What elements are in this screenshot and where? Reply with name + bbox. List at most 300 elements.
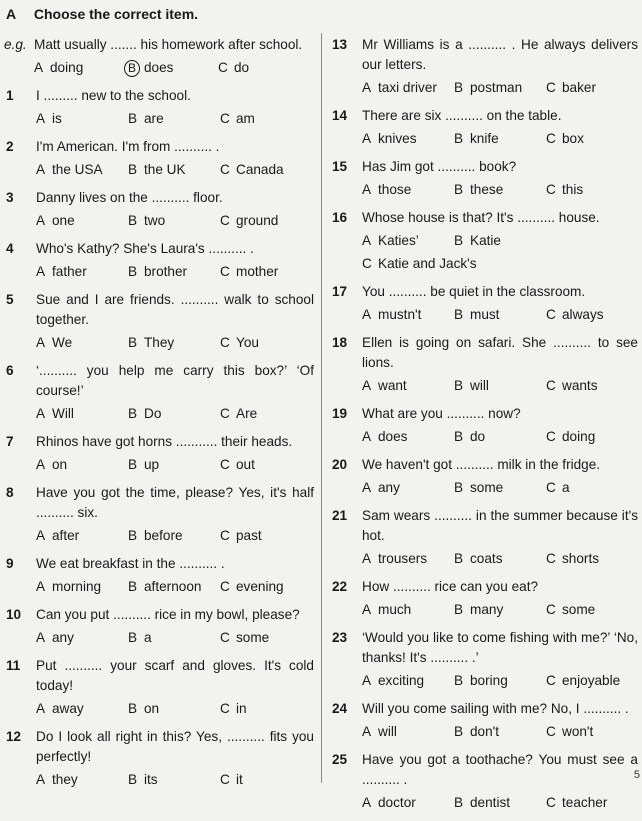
option-letter: A (362, 429, 372, 444)
answer-option-c[interactable] (220, 699, 247, 719)
option-letter: C (220, 528, 230, 543)
option-text: before (144, 528, 183, 543)
answer-option-a[interactable] (362, 600, 454, 620)
answer-option-b[interactable] (454, 549, 546, 569)
option-text: are (144, 111, 164, 126)
question-item (330, 333, 638, 396)
question-stem: You .......... be quiet in the classroom. (362, 284, 586, 299)
answer-options (362, 793, 638, 813)
option-letter: B (454, 551, 464, 566)
question-stem: Whose house is that? It's .......... house. (362, 210, 600, 225)
option-text: coats (470, 551, 503, 566)
answer-option-c[interactable] (546, 671, 620, 691)
answer-option-b[interactable] (128, 109, 220, 129)
option-text: brother (144, 264, 188, 279)
answer-option-c[interactable] (546, 376, 598, 396)
question-stem: Put .......... your scarf and gloves. It's cold today! (36, 658, 314, 693)
question-number: 9 (6, 556, 14, 571)
option-text: these (470, 182, 504, 197)
option-letter: B (454, 795, 464, 810)
answer-options (36, 262, 314, 282)
question-stem: We eat breakfast in the .......... . (36, 556, 225, 571)
answer-option-c[interactable] (362, 254, 477, 274)
answer-option-a[interactable] (362, 376, 454, 396)
answer-option-a[interactable] (36, 699, 128, 719)
answer-options (362, 129, 638, 149)
answer-options (362, 478, 638, 498)
answer-options (362, 600, 638, 620)
option-letter: C (220, 772, 230, 787)
answer-option-b[interactable] (128, 404, 220, 424)
option-text: many (470, 602, 504, 617)
answer-options (362, 671, 638, 691)
option-letter: B (454, 480, 464, 495)
answer-option-b[interactable] (128, 770, 220, 790)
option-text: evening (236, 579, 284, 594)
option-letter: C (546, 724, 556, 739)
option-text: You (236, 335, 259, 350)
option-text: doing (562, 429, 596, 444)
answer-option-a[interactable] (36, 211, 128, 231)
option-text: Are (236, 406, 258, 421)
option-letter: B (128, 701, 138, 716)
question-stem: I'm American. I'm from .......... . (36, 139, 220, 154)
option-letter: C (546, 602, 556, 617)
option-text: taxi driver (378, 80, 437, 95)
option-text: on (52, 457, 68, 472)
option-letter: B (128, 772, 138, 787)
option-letter: A (36, 457, 46, 472)
question-item (4, 605, 314, 648)
option-text: ground (236, 213, 279, 228)
answer-option-a[interactable] (362, 231, 454, 251)
answer-option-c[interactable] (220, 404, 257, 424)
option-text: won't (562, 724, 594, 739)
answer-option-b[interactable] (128, 262, 220, 282)
option-letter: C (220, 406, 230, 421)
option-letter: A (36, 528, 46, 543)
question-number: 3 (6, 190, 14, 205)
option-letter: A (36, 630, 46, 645)
question-item (4, 86, 314, 129)
answer-option-c[interactable] (220, 455, 255, 475)
question-stem: Have you got the time, please? Yes, it's half .......... six. (36, 485, 314, 520)
answer-option-b[interactable] (128, 211, 220, 231)
option-letter: C (220, 162, 230, 177)
question-item (4, 188, 314, 231)
option-letter: B (454, 307, 464, 322)
answer-option-b[interactable] (454, 129, 546, 149)
option-text: teacher (562, 795, 608, 810)
answer-option-a[interactable] (362, 793, 454, 813)
option-text: a (562, 480, 570, 495)
answer-option-a[interactable] (362, 78, 454, 98)
answer-option-c[interactable] (546, 180, 583, 200)
question-item (4, 483, 314, 546)
question-number: 16 (332, 210, 348, 225)
option-letter: A (362, 724, 372, 739)
option-text: Katie and Jack's (378, 256, 477, 271)
option-letter: A (36, 406, 46, 421)
answer-options (362, 305, 638, 325)
option-letter: B (128, 406, 138, 421)
option-text: after (52, 528, 80, 543)
answer-option-c[interactable] (220, 577, 284, 597)
option-letter: C (546, 378, 556, 393)
answer-option-c[interactable] (220, 770, 243, 790)
question-item (4, 727, 314, 790)
option-text: do (470, 429, 486, 444)
option-text: some (562, 602, 596, 617)
option-letter: B (128, 264, 138, 279)
answer-option-a[interactable] (36, 160, 128, 180)
answer-options (36, 628, 314, 648)
option-text: knife (470, 131, 499, 146)
answer-option-c[interactable] (220, 160, 284, 180)
option-letter: B (454, 429, 464, 444)
question-stem: How .......... rice can you eat? (362, 579, 539, 594)
answer-option-a[interactable] (36, 628, 128, 648)
option-text: does (144, 60, 174, 75)
option-text: boring (470, 673, 508, 688)
answer-option-c[interactable] (546, 793, 607, 813)
question-item (330, 628, 638, 691)
option-letter: A (36, 701, 46, 716)
option-letter: A (362, 80, 372, 95)
option-text: mother (236, 264, 279, 279)
answer-option-c[interactable] (220, 262, 278, 282)
question-stem: I ......... new to the school. (36, 88, 191, 103)
question-number: 21 (332, 508, 348, 523)
option-letter: C (546, 795, 556, 810)
option-letter: A (36, 772, 46, 787)
answer-option-c[interactable] (218, 58, 249, 78)
answer-option-c[interactable] (546, 478, 570, 498)
answer-option-c[interactable] (220, 333, 259, 353)
option-text: mustn't (378, 307, 422, 322)
answer-option-b[interactable] (454, 231, 546, 251)
question-item (4, 432, 314, 475)
question-item (330, 35, 638, 98)
option-text: those (378, 182, 412, 197)
option-text: the USA (52, 162, 103, 177)
option-text: its (144, 772, 158, 787)
answer-option-a[interactable] (36, 455, 128, 475)
option-letter: A (362, 182, 372, 197)
option-text: must (470, 307, 500, 322)
answer-option-b[interactable] (454, 793, 546, 813)
option-letter: B (128, 213, 138, 228)
answer-option-a[interactable] (36, 526, 128, 546)
option-text: will (378, 724, 397, 739)
answer-option-b[interactable] (128, 333, 220, 353)
answer-options (36, 333, 314, 353)
option-letter: B (454, 724, 464, 739)
question-number: 24 (332, 701, 348, 716)
question-item (330, 404, 638, 447)
answer-option-b[interactable] (128, 577, 220, 597)
answer-option-b[interactable] (454, 180, 546, 200)
option-letter: A (36, 111, 46, 126)
option-text: this (562, 182, 584, 197)
option-letter: C (546, 182, 556, 197)
answer-option-a[interactable] (362, 671, 454, 691)
option-letter: A (36, 335, 46, 350)
question-number: 14 (332, 108, 348, 123)
answer-options (362, 722, 638, 742)
option-text: Katies’ (378, 233, 419, 248)
option-letter: C (546, 429, 556, 444)
question-number: 2 (6, 139, 14, 154)
answer-options (362, 78, 638, 98)
option-letter: B (128, 579, 138, 594)
answer-option-b[interactable] (454, 427, 546, 447)
option-text: enjoyable (562, 673, 621, 688)
question-stem: Mr Williams is a .......... . He always delivers our letters. (362, 37, 638, 72)
question-item (330, 106, 638, 149)
answer-option-a[interactable] (36, 770, 128, 790)
question-number: 18 (332, 335, 348, 350)
answer-options (36, 526, 314, 546)
question-item (330, 506, 638, 569)
question-number: 12 (6, 729, 22, 744)
option-letter: A (36, 162, 46, 177)
section-letter: A (6, 6, 17, 22)
question-stem: Can you put .......... rice in my bowl, please? (36, 607, 300, 622)
answer-option-a[interactable] (362, 129, 454, 149)
answer-options-cont (362, 254, 638, 274)
question-number: 23 (332, 630, 348, 645)
option-letter: B (128, 457, 138, 472)
option-text: exciting (378, 673, 425, 688)
option-letter: A (34, 60, 44, 75)
option-text: morning (52, 579, 102, 594)
answer-option-b[interactable] (454, 78, 546, 98)
question-number: 13 (332, 37, 348, 52)
option-text: a (144, 630, 152, 645)
answer-option-a[interactable] (362, 427, 454, 447)
option-letter: A (362, 602, 372, 617)
option-text: always (562, 307, 604, 322)
option-text: baker (562, 80, 597, 95)
option-letter: B (454, 182, 464, 197)
answer-option-a[interactable] (36, 404, 128, 424)
question-number: 25 (332, 752, 348, 767)
column-divider (321, 33, 322, 783)
answer-options (36, 109, 314, 129)
option-text: out (236, 457, 255, 472)
question-item (4, 361, 314, 424)
answer-option-a[interactable] (362, 549, 454, 569)
option-text: wants (562, 378, 598, 393)
option-letter: A (362, 378, 372, 393)
answer-option-c[interactable] (546, 549, 599, 569)
question-number: 15 (332, 159, 348, 174)
option-text: they (52, 772, 78, 787)
circled-option-letter: B (124, 60, 140, 77)
answer-option-b[interactable] (128, 526, 220, 546)
question-stem: We haven't got .......... milk in the fridge. (362, 457, 601, 472)
option-text: does (378, 429, 408, 444)
question-stem: Ellen is going on safari. She .......... to see lions. (362, 335, 638, 370)
question-stem: Rhinos have got horns ........... their heads. (36, 434, 293, 449)
option-text: one (52, 213, 75, 228)
question-number: 20 (332, 457, 348, 472)
option-letter: C (362, 256, 372, 271)
option-letter: B (128, 111, 138, 126)
answer-option-c[interactable] (220, 628, 269, 648)
answer-option-a[interactable] (36, 577, 128, 597)
answer-options (36, 404, 314, 424)
answer-options (36, 770, 314, 790)
option-letter: C (546, 307, 556, 322)
option-text: afternoon (144, 579, 202, 594)
option-text: two (144, 213, 166, 228)
option-letter: C (218, 60, 228, 75)
answer-option-c[interactable] (546, 722, 593, 742)
option-text: some (470, 480, 504, 495)
option-text: Will (52, 406, 74, 421)
option-letter: C (220, 335, 230, 350)
answer-option-b[interactable] (128, 455, 220, 475)
question-item (330, 699, 638, 742)
question-stem: There are six .......... on the table. (362, 108, 562, 123)
left-question-column (4, 35, 314, 798)
question-item (330, 455, 638, 498)
answer-option-a[interactable] (362, 478, 454, 498)
option-letter: A (362, 551, 372, 566)
option-text: knives (378, 131, 417, 146)
option-letter: A (362, 480, 372, 495)
answer-option-b[interactable] (128, 699, 220, 719)
option-letter: B (128, 162, 138, 177)
option-text: am (236, 111, 255, 126)
option-letter: C (546, 131, 556, 146)
answer-option-c[interactable] (546, 600, 595, 620)
answer-option-b[interactable] (454, 671, 546, 691)
option-text: up (144, 457, 160, 472)
answer-option-c[interactable] (220, 109, 255, 129)
option-letter: B (128, 528, 138, 543)
option-letter: C (546, 673, 556, 688)
answer-options (36, 160, 314, 180)
option-letter: B (454, 378, 464, 393)
option-text: do (234, 60, 250, 75)
question-number: 11 (6, 658, 21, 673)
answer-option-b[interactable] (454, 722, 546, 742)
option-letter: C (220, 111, 230, 126)
answer-option-b[interactable] (128, 160, 220, 180)
option-letter: C (220, 264, 230, 279)
page-number: 5 (633, 769, 640, 781)
question-item (4, 137, 314, 180)
option-text: Do (144, 406, 162, 421)
answer-options (362, 549, 638, 569)
question-number: 17 (332, 284, 348, 299)
answer-option-a[interactable] (362, 722, 454, 742)
question-item (330, 577, 638, 620)
option-text: any (378, 480, 400, 495)
answer-option-b[interactable] (126, 58, 218, 78)
option-text: some (236, 630, 270, 645)
answer-option-c[interactable] (546, 305, 604, 325)
question-stem: Sam wears .......... in the summer because it's hot. (362, 508, 638, 543)
answer-option-b[interactable] (454, 478, 546, 498)
answer-option-b[interactable] (454, 600, 546, 620)
answer-options (36, 211, 314, 231)
answer-options (362, 427, 638, 447)
option-letter: B (454, 131, 464, 146)
answer-option-b[interactable] (454, 376, 546, 396)
question-item (4, 290, 314, 353)
question-item (330, 282, 638, 325)
question-stem: ‘.......... you help me carry this box?’ ‘Of course!’ (36, 363, 314, 398)
option-text: away (52, 701, 84, 716)
answer-option-c[interactable] (546, 78, 596, 98)
option-text: postman (470, 80, 523, 95)
option-text: in (236, 701, 247, 716)
question-number: 8 (6, 485, 14, 500)
option-letter: C (220, 579, 230, 594)
option-text: Canada (236, 162, 284, 177)
answer-option-c[interactable] (220, 211, 278, 231)
question-item (330, 208, 638, 274)
answer-option-b[interactable] (128, 628, 220, 648)
answer-options (362, 231, 638, 251)
option-letter: A (362, 673, 372, 688)
answer-option-c[interactable] (546, 129, 584, 149)
answer-options (36, 455, 314, 475)
answer-option-c[interactable] (220, 526, 262, 546)
option-letter: B (454, 80, 464, 95)
answer-option-a[interactable] (362, 180, 454, 200)
option-text: want (378, 378, 407, 393)
question-stem: Do I look all right in this? Yes, .......... fits you perfectly! (36, 729, 314, 764)
answer-option-a[interactable] (36, 262, 128, 282)
option-letter: A (36, 579, 46, 594)
option-text: father (52, 264, 87, 279)
option-text: the UK (144, 162, 186, 177)
question-number: 10 (6, 607, 22, 622)
section-instruction: Choose the correct item. (33, 6, 199, 22)
answer-option-a[interactable] (36, 333, 128, 353)
option-letter: A (362, 233, 372, 248)
answer-option-a[interactable] (36, 109, 128, 129)
option-text: trousers (378, 551, 428, 566)
option-text: shorts (562, 551, 600, 566)
question-stem: Danny lives on the .......... floor. (36, 190, 223, 205)
question-stem: Who's Kathy? She's Laura's .......... . (36, 241, 254, 256)
question-item (330, 157, 638, 200)
answer-option-a[interactable] (34, 58, 126, 78)
answer-options (36, 577, 314, 597)
option-letter: C (546, 551, 556, 566)
option-text: doing (50, 60, 84, 75)
option-letter: C (220, 701, 230, 716)
option-letter: A (362, 795, 372, 810)
question-stem: Has Jim got .......... book? (362, 159, 517, 174)
answer-option-b[interactable] (454, 305, 546, 325)
option-text: on (144, 701, 160, 716)
option-letter: B (128, 630, 138, 645)
question-item (4, 35, 314, 78)
question-number: 5 (6, 292, 14, 307)
answer-option-a[interactable] (362, 305, 454, 325)
option-text: will (470, 378, 489, 393)
answer-option-c[interactable] (546, 427, 595, 447)
question-number: 22 (332, 579, 348, 594)
question-item (330, 750, 638, 813)
